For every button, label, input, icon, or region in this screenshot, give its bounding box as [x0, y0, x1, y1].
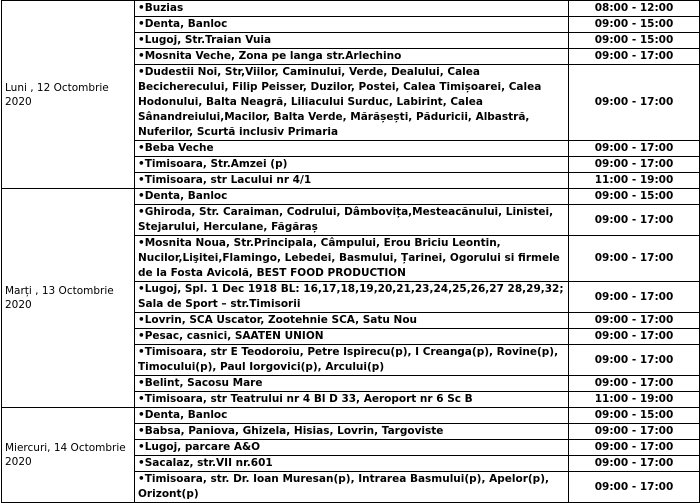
location-cell: •Timisoara, str. Dr. Ioan Muresan(p), Intrarea Basmului(p), Apelor(p), Orizont(p) [135, 472, 569, 503]
hours-cell: 09:00 - 17:00 [569, 282, 700, 313]
location-cell: •Lovrin, SCA Uscator, Zootehnie SCA, Satu Nou [135, 313, 569, 329]
location-cell: •Buzias [135, 1, 569, 17]
location-cell: •Timisoara, Str.Amzei (p) [135, 157, 569, 173]
location-cell: •Denta, Banloc [135, 189, 569, 205]
location-cell: •Lugoj, Spl. 1 Dec 1918 BL: 16,17,18,19,20,21,23,24,25,26,27 28,29,32; Sala de Sport – str.Timisorii [135, 282, 569, 313]
day-label: Marți , 13 Octombrie 2020 [2, 189, 135, 408]
hours-cell: 11:00 - 19:00 [569, 392, 700, 408]
hours-cell: 09:00 - 17:00 [569, 157, 700, 173]
hours-cell: 09:00 - 17:00 [569, 236, 700, 282]
hours-cell: 09:00 - 17:00 [569, 329, 700, 345]
location-cell: •Lugoj, parcare A&O [135, 440, 569, 456]
hours-cell: 09:00 - 17:00 [569, 472, 700, 503]
location-cell: •Mosnita Veche, Zona pe langa str.Arlechino [135, 49, 569, 65]
hours-cell: 09:00 - 17:00 [569, 313, 700, 329]
day-label: Miercuri, 14 Octombrie 2020 [2, 408, 135, 503]
location-cell: •Belint, Sacosu Mare [135, 376, 569, 392]
location-cell: •Pesac, casnici, SAATEN UNION [135, 329, 569, 345]
hours-cell: 09:00 - 17:00 [569, 456, 700, 472]
day-label: Luni , 12 Octombrie 2020 [2, 1, 135, 189]
hours-cell: 09:00 - 17:00 [569, 205, 700, 236]
hours-cell: 09:00 - 15:00 [569, 189, 700, 205]
hours-cell: 09:00 - 17:00 [569, 49, 700, 65]
table-row [2, 189, 700, 205]
location-cell: •Sacalaz, str.VII nr.601 [135, 456, 569, 472]
schedule-body [2, 1, 700, 503]
location-cell: •Beba Veche [135, 141, 569, 157]
table-row [2, 408, 700, 424]
hours-cell: 09:00 - 17:00 [569, 440, 700, 456]
schedule-table [1, 0, 700, 503]
table-row [2, 1, 700, 17]
hours-cell: 09:00 - 17:00 [569, 376, 700, 392]
location-cell: •Dudestii Noi, Str,Viilor, Caminului, Verde, Dealului, Calea Becicherecului, Filip Peisser, Duzilor, Postei, Calea Timișoarei, Calea Hodonului, Balta Neagră, Liliacului Surduc, Labirint, Calea Sânandreiului,Macilor, Balta Verde, Mărășești, Păduricii, Albastră, Nuferilor, Scurtă inclusiv Primaria [135, 65, 569, 141]
location-cell: •Denta, Banloc [135, 408, 569, 424]
location-cell: •Mosnita Noua, Str.Principala, Câmpului, Erou Briciu Leontin, Nucilor,Lişitei,Flamingo, Lebedei, Basmului, Țarinei, Ogorului si firmele de la Fosta Avicolă, BEST FOOD PRODUCTION [135, 236, 569, 282]
location-cell: •Ghiroda, Str. Caraiman, Codrului, Dâmbovița,Mesteacănului, Linistei, Stejarului, Herculane, Făgăraș [135, 205, 569, 236]
location-cell: •Timisoara, str Teatrului nr 4 Bl D 33, Aeroport nr 6 Sc B [135, 392, 569, 408]
hours-cell: 11:00 - 19:00 [569, 173, 700, 189]
hours-cell: 08:00 - 12:00 [569, 1, 700, 17]
location-cell: •Babsa, Paniova, Ghizela, Hisias, Lovrin, Targoviste [135, 424, 569, 440]
hours-cell: 09:00 - 17:00 [569, 424, 700, 440]
hours-cell: 09:00 - 15:00 [569, 17, 700, 33]
hours-cell: 09:00 - 15:00 [569, 408, 700, 424]
hours-cell: 09:00 - 17:00 [569, 141, 700, 157]
location-cell: •Denta, Banloc [135, 17, 569, 33]
location-cell: •Timisoara, str E Teodoroiu, Petre Ispirecu(p), I Creanga(p), Rovine(p), Timocului(p), Paul Iorgovici(p), Arcului(p) [135, 345, 569, 376]
hours-cell: 09:00 - 17:00 [569, 65, 700, 141]
location-cell: •Timisoara, str Lacului nr 4/1 [135, 173, 569, 189]
location-cell: •Lugoj, Str.Traian Vuia [135, 33, 569, 49]
hours-cell: 09:00 - 17:00 [569, 345, 700, 376]
hours-cell: 09:00 - 15:00 [569, 33, 700, 49]
